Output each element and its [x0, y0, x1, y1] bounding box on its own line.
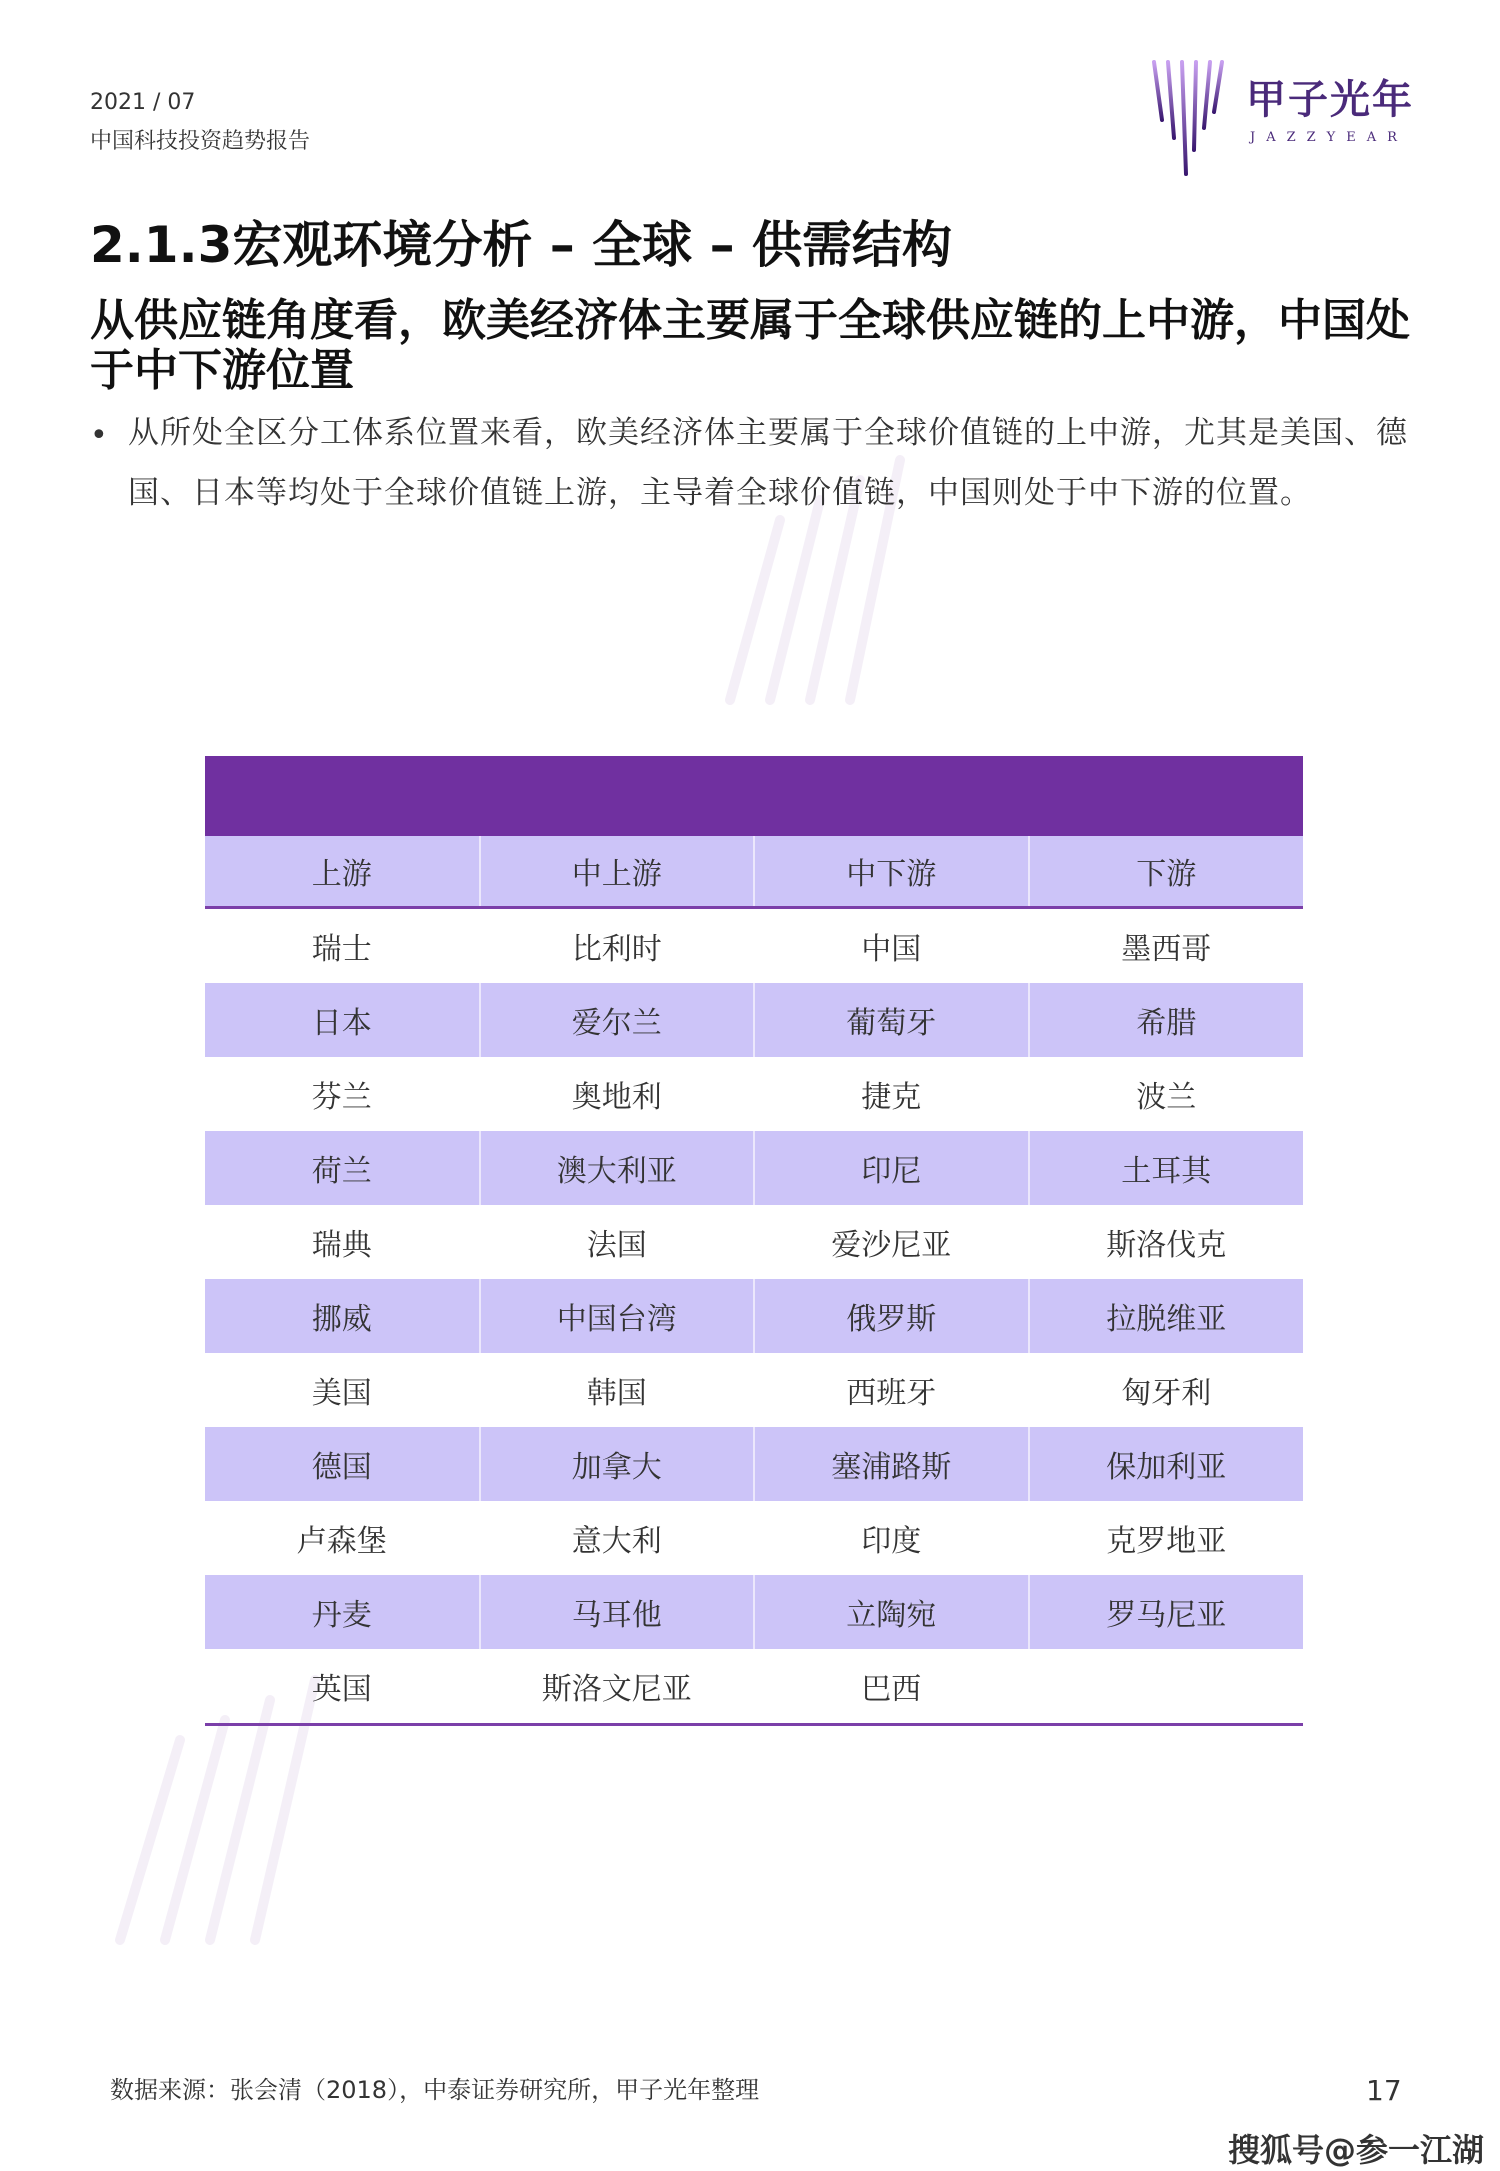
- header-lower-midstream: 中下游: [754, 836, 1029, 908]
- bullet-icon: •: [90, 418, 108, 453]
- table-cell: 罗马尼亚: [1029, 1575, 1304, 1649]
- table-row: [205, 983, 1303, 1057]
- table-cell: 拉脱维亚: [1029, 1279, 1304, 1353]
- table-cell: 韩国: [480, 1353, 755, 1427]
- table-cell: 克罗地亚: [1029, 1501, 1304, 1575]
- table-cell: 瑞典: [311, 1228, 372, 1263]
- table-cell: 德国: [205, 1427, 480, 1501]
- table-cell: 土耳其: [1029, 1131, 1304, 1205]
- header-upper-midstream: 中上游: [480, 836, 755, 908]
- table-cell: 爱尔兰: [480, 983, 755, 1057]
- table-cell: 卢森堡: [296, 1524, 387, 1559]
- table-cell: 瑞士: [311, 932, 372, 967]
- table-cell: 中国: [754, 908, 1029, 984]
- logo-english: JAZZYEAR: [1250, 130, 1408, 145]
- table-cell: 印尼: [754, 1131, 1029, 1205]
- table-cell: 保加利亚: [1029, 1427, 1304, 1501]
- table-cell: 马耳他: [480, 1575, 755, 1649]
- table-cell: 美国: [311, 1376, 372, 1411]
- table-cell: 爱沙尼亚: [754, 1205, 1029, 1279]
- table-cell: [1029, 1649, 1304, 1725]
- table-cell: 塞浦路斯: [754, 1427, 1029, 1501]
- sohu-watermark-text: 搜狐号@参一江湖: [1228, 2131, 1485, 2169]
- table-row: [205, 1501, 1303, 1575]
- jazzyear-logo: [1148, 58, 1418, 178]
- table-cell: 俄罗斯: [754, 1279, 1029, 1353]
- page-title: 2.1.3宏观环境分析 – 全球 – 供需结构: [90, 216, 952, 274]
- table-cell: 奥地利: [480, 1057, 755, 1131]
- table-cell: 印度: [754, 1501, 1029, 1575]
- table-cell: 巴西: [754, 1649, 1029, 1725]
- table-cell: 希腊: [1029, 983, 1304, 1057]
- table-cell: 澳大利亚: [480, 1131, 755, 1205]
- table-cell: 斯洛文尼亚: [480, 1649, 755, 1725]
- table-row: [205, 1575, 1303, 1649]
- table-cell: 墨西哥: [1029, 908, 1304, 984]
- table-cell: 意大利: [480, 1501, 755, 1575]
- table-row: [205, 1279, 1303, 1353]
- header-downstream: 下游: [1029, 836, 1304, 908]
- bullet-text: 从所处全区分工体系位置来看，欧美经济体主要属于全球价值链的上中游，尤其是美国、德国、日本等均处于全球价值链上游，主导着全球价值链，中国则处于中下游的位置。: [128, 415, 1408, 511]
- table-row: [205, 1427, 1303, 1501]
- table-cell: 波兰: [1029, 1057, 1304, 1131]
- table-row: [205, 1057, 1303, 1131]
- table-cell: 斯洛伐克: [1029, 1205, 1304, 1279]
- table-cell: 立陶宛: [754, 1575, 1029, 1649]
- table-cell: 日本: [205, 983, 480, 1057]
- table-cell: 葡萄牙: [754, 983, 1029, 1057]
- table-row: [205, 908, 1303, 984]
- table-header-band: [205, 756, 1303, 836]
- supply-chain-table: [205, 756, 1303, 1726]
- subtitle: 从供应链角度看，欧美经济体主要属于全球供应链的上中游，中国处于中下游位置: [90, 295, 1410, 396]
- data-source-note: 数据来源：张会清（2018），中泰证券研究所，甲子光年整理: [110, 2076, 760, 2104]
- table-cell: 加拿大: [480, 1427, 755, 1501]
- table-row: [205, 1353, 1303, 1427]
- page-number: 17: [1366, 2074, 1402, 2107]
- table-header-row: [205, 836, 1303, 908]
- report-title: 中国科技投资趋势报告: [90, 129, 311, 154]
- table-row: [205, 1649, 1303, 1725]
- logo-name: 甲子光年: [1246, 77, 1414, 123]
- table-cell: 中国台湾: [480, 1279, 755, 1353]
- table-cell: 英国: [205, 1649, 480, 1725]
- table-cell: 芬兰: [311, 1080, 372, 1115]
- report-date: 2021 / 07: [90, 90, 196, 115]
- table-cell: 丹麦: [205, 1575, 480, 1649]
- table-row: [205, 1131, 1303, 1205]
- table-cell: 法国: [480, 1205, 755, 1279]
- table-cell: 匈牙利: [1029, 1353, 1304, 1427]
- table-cell: 捷克: [754, 1057, 1029, 1131]
- table-cell: 西班牙: [754, 1353, 1029, 1427]
- logo-bars-icon: [1148, 58, 1228, 178]
- table-cell: 比利时: [480, 908, 755, 984]
- table-row: [205, 1205, 1303, 1279]
- table-cell: 挪威: [205, 1279, 480, 1353]
- table-cell: 荷兰: [205, 1131, 480, 1205]
- header-upstream: 上游: [205, 836, 480, 908]
